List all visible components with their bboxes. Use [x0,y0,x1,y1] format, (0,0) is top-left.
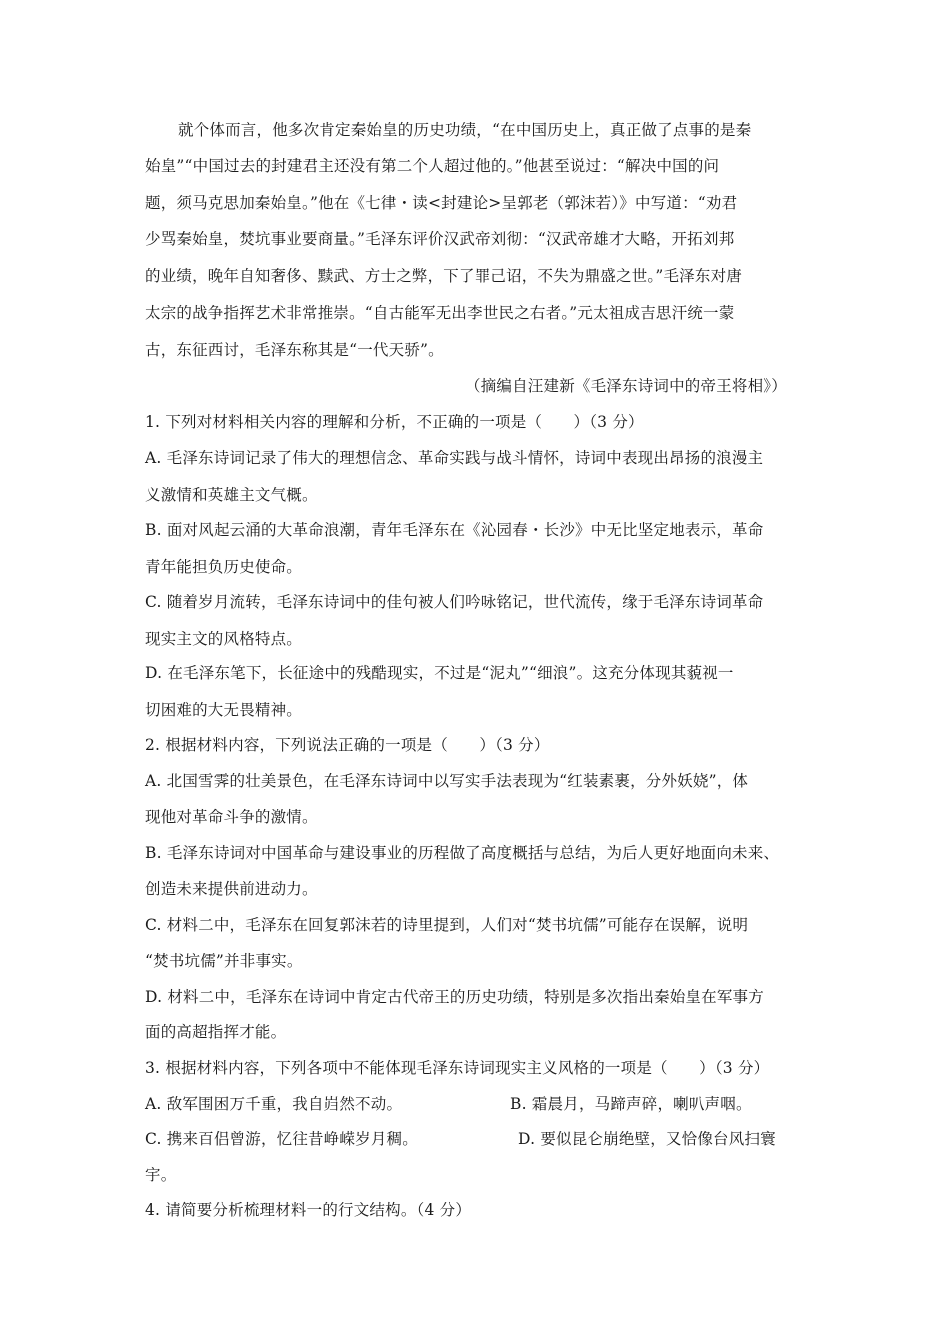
option-c-cont: 现实主文的风格特点。 [145,630,303,648]
question-stem: 4. 请简要分析梳理材料一的行文结构。（4 分） [145,1201,472,1219]
option-a-cont: 义激情和英雄主文气概。 [145,486,318,504]
option-c-cont: “焚书坑儒”并非事实。 [145,952,303,970]
option-a-cont: 现他对革命斗争的激情。 [145,808,318,826]
passage-line: 题，须马克思加秦始皇。”他在《七律・读<封建论>呈郭老（郭沫若）》中写道：“劝君 [145,194,738,212]
option-a: A. 敌军围困万千重，我自岿然不动。 [145,1095,403,1113]
option-b: B. 毛泽东诗词对中国革命与建设事业的历程做了高度概括与总结，为后人更好地面向未来、 [145,844,780,862]
passage-line: 太宗的战争指挥艺术非常推崇。“自古能军无出李世民之右者。”元太祖成吉思汗统一蒙 [145,304,735,322]
question-stem: 3. 根据材料内容，下列各项中不能体现毛泽东诗词现实主义风格的一项是（ ）（3 分） [145,1059,770,1077]
option-d-cont: 宇。 [145,1166,177,1184]
passage-line: 的业绩，晚年自知奢侈、黩武、方士之弊，下了罪己诏，不失为鼎盛之世。”毛泽东对唐 [145,267,742,285]
option-c: C. 携来百侣曾游，忆往昔峥嵘岁月稠。 [145,1130,418,1148]
passage-line: 始皇”“中国过去的封建君主还没有第二个人超过他的。”他甚至说过：“解决中国的问 [145,157,720,175]
option-b-cont: 青年能担负历史使命。 [145,558,303,576]
option-b: B. 霜晨月，马蹄声碎，喇叭声咽。 [510,1095,752,1113]
question-stem: 2. 根据材料内容，下列说法正确的一项是（ ）（3 分） [145,736,550,754]
option-d: D. 在毛泽东笔下，长征途中的残酷现实，不过是“泥丸”“细浪”。这充分体现其藐视一 [145,664,734,682]
option-b: B. 面对风起云涌的大革命浪潮，青年毛泽东在《沁园春・长沙》中无比坚定地表示，革命 [145,521,764,539]
passage-line: 少骂秦始皇，焚坑事业要商量。”毛泽东评价汉武帝刘彻：“汉武帝雄才大略，开拓刘邦 [145,230,735,248]
option-a: A. 毛泽东诗词记录了伟大的理想信念、革命实践与战斗情怀，诗词中表现出昂扬的浪漫主 [145,449,764,467]
passage-line: 就个体而言，他多次肯定秦始皇的历史功绩，“在中国历史上，真正做了点事的是秦 [178,121,752,139]
option-a: A. 北国雪霁的壮美景色，在毛泽东诗词中以写实手法表现为“红装素裹，分外妖娆”，体 [145,772,749,790]
option-b-cont: 创造未来提供前进动力。 [145,880,318,898]
option-d: D. 要似昆仑崩绝壁，又恰像台风扫寰 [518,1130,776,1148]
question-stem: 1. 下列对材料相关内容的理解和分析，不正确的一项是（ ）（3 分） [145,413,644,431]
option-c: C. 随着岁月流转，毛泽东诗词中的佳句被人们吟咏铭记，世代流传，缘于毛泽东诗词革命 [145,593,764,611]
option-c: C. 材料二中，毛泽东在回复郭沫若的诗里提到，人们对“焚书坑儒”可能存在误解，说明 [145,916,749,934]
passage-source: （摘编自汪建新《毛泽东诗词中的帝王将相》） [465,377,787,395]
option-d-cont: 面的高超指挥才能。 [145,1023,287,1041]
option-d-cont: 切困难的大无畏精神。 [145,701,303,719]
option-d: D. 材料二中，毛泽东在诗词中肯定古代帝王的历史功绩，特别是多次指出秦始皇在军事方 [145,988,764,1006]
passage-line: 古，东征西讨，毛泽东称其是“一代天骄”。 [145,341,444,359]
